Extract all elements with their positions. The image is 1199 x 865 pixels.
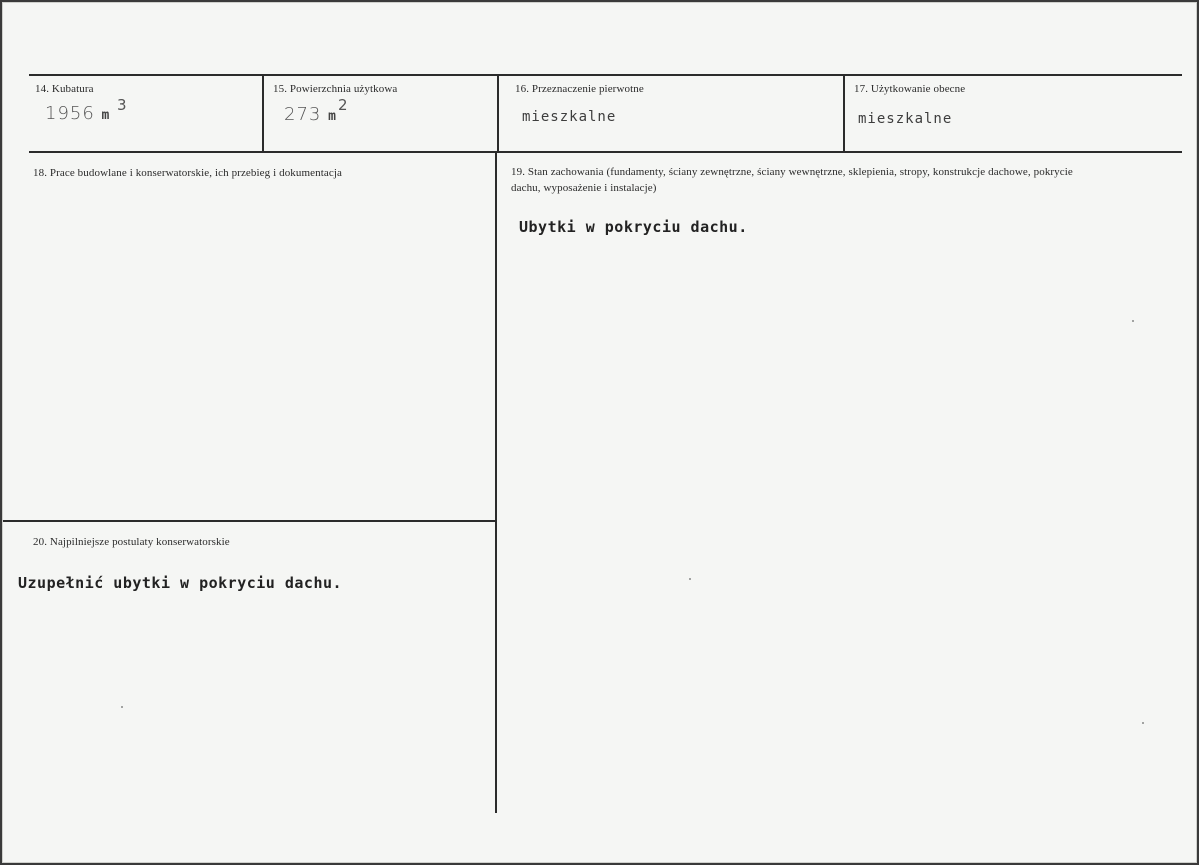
- uzytkowanie-label: 17. Użytkowanie obecne: [854, 83, 966, 95]
- divider-main-columns: [495, 153, 497, 813]
- top-row-bottom-border: [29, 151, 1182, 153]
- top-row-top-border: [29, 74, 1182, 76]
- powierzchnia-label: 15. Powierzchnia użytkowa: [273, 83, 398, 95]
- powierzchnia-value: 273 m: [284, 104, 337, 125]
- powierzchnia-unit: m: [328, 109, 337, 124]
- paper-speck: [1142, 722, 1144, 724]
- postulaty-label: 20. Najpilniejsze postulaty konserwatorskie: [33, 536, 230, 548]
- prace-label: 18. Prace budowlane i konserwatorskie, ich przebieg i dokumentacja: [33, 167, 342, 179]
- kubatura-exponent: 3: [117, 96, 127, 114]
- paper-speck: [689, 578, 691, 580]
- divider-16-17: [843, 76, 845, 151]
- powierzchnia-exponent: 2: [338, 96, 348, 114]
- record-card: [2, 2, 1197, 863]
- divider-14-15: [262, 76, 264, 151]
- section-20-top-border: [3, 520, 496, 522]
- przeznaczenie-value: mieszkalne: [522, 109, 617, 125]
- kubatura-value: 1956 m: [45, 103, 111, 124]
- uzytkowanie-value: mieszkalne: [858, 111, 953, 127]
- przeznaczenie-label: 16. Przeznaczenie pierwotne: [515, 83, 644, 95]
- stan-value: Ubytki w pokryciu dachu.: [519, 218, 748, 236]
- postulaty-value: Uzupełnić ubytki w pokryciu dachu.: [18, 574, 343, 592]
- paper-speck: [121, 706, 123, 708]
- stan-label: 19. Stan zachowania (fundamenty, ściany zewnętrzne, ściany wewnętrzne, sklepienia, stropy, konstrukcje dachowe, pokrycie dachu, wyposażenie i instalacje): [511, 166, 1073, 194]
- divider-15-16: [497, 76, 499, 151]
- paper-speck: [1132, 320, 1134, 322]
- kubatura-label: 14. Kubatura: [35, 83, 94, 95]
- kubatura-unit: m: [101, 108, 111, 123]
